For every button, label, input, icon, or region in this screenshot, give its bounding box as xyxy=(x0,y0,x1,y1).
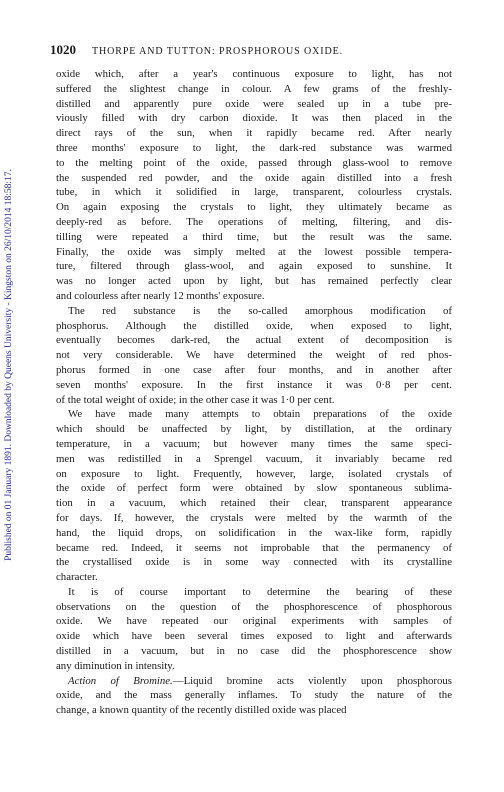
text-line: On again exposing the crystals to light, they ultimately became as xyxy=(56,201,452,214)
text-line: was no longer acted upon by light, but has remained perfectly clear xyxy=(56,275,452,288)
bromine-first-line xyxy=(56,674,452,689)
text-line: distilled and apparently pure oxide were sealed up in a tube pre- xyxy=(56,97,452,110)
text-line: direct rays of the sun, when it rapidly became red. After nearly xyxy=(56,127,452,140)
text-line: any diminution in intensity. xyxy=(56,659,175,672)
download-watermark xyxy=(2,60,16,670)
page-number: 1020 xyxy=(50,42,76,57)
text-line: deeply-red as before. The operations of melting, filtering, and dis- xyxy=(56,215,452,228)
text-line: The red substance is the so-called amorphous modification of xyxy=(68,304,452,317)
text-line: ture, filtered through glass-wool, and again exposed to sunshine. It xyxy=(56,260,452,273)
text-line: Finally, the oxide was simply melted at the lowest possible tempera- xyxy=(56,245,452,258)
text-line: oxide. We have repeated our original experiments with samples of xyxy=(56,615,452,628)
text-line: viously filled with dry carbon dioxide. It was then placed in the xyxy=(56,112,452,125)
paragraph xyxy=(56,407,452,585)
page-header xyxy=(50,42,450,58)
text-line: It is of course important to determine the bearing of these xyxy=(68,585,452,598)
paragraph xyxy=(56,585,452,674)
paragraph-action-of-bromine xyxy=(56,674,452,718)
text-line: which should be unaffected by light, by distillation, at the ordinary xyxy=(56,423,452,436)
text-line: distilled in a vacuum, but in no case did the phosphorescence show xyxy=(56,645,452,658)
bromine-first-line-rest: —Liquid bromine acts violently upon phosphorous xyxy=(172,674,453,687)
text-line: seven months' exposure. In the first instance it was 0·8 per cent. xyxy=(56,378,452,391)
running-title: THORPE AND TUTTON: PROSPHOROUS OXIDE. xyxy=(92,46,344,57)
text-line: the suspended red powder, and the oxide again distilled into a fresh xyxy=(56,171,452,184)
text-line: three months' exposure to light, the dark-red substance was warmed xyxy=(56,141,452,154)
text-line: temperature, in a vacuum; but however many times the same speci- xyxy=(56,437,452,450)
text-line: suffered the slightest change in colour. A few grams of the freshly- xyxy=(56,82,452,95)
text-line: to the melting point of the oxide, passed through glass-wool to remove xyxy=(56,156,452,169)
text-line: on exposure to light. Frequently, however, large, isolated crystals of xyxy=(56,467,452,480)
paragraph xyxy=(56,67,452,304)
text-line: tion in a vacuum, which retained their clear, transparent appearance xyxy=(56,497,452,510)
text-line: not very considerable. We have determined the weight of red phos- xyxy=(56,349,452,362)
text-line: of the total weight of oxide; in the other case it was 1·0 per cent. xyxy=(56,393,335,406)
text-line: phorus formed in one case after four months, and in another after xyxy=(56,363,452,376)
text-line: hand, the liquid drops, on solidification in the wax-like form, rapidly xyxy=(56,526,452,539)
text-line: the oxide of perfect form were obtained by slow spontaneous sublima- xyxy=(56,482,452,495)
text-line: oxide which, after a year's continuous exposure to light, has not xyxy=(56,68,452,80)
text-line: the crystallised oxide is in some way connected with its crystalline xyxy=(56,556,452,569)
text-line: We have made many attempts to obtain preparations of the oxide xyxy=(68,408,452,421)
download-watermark-text: Published on 01 January 1891. Downloaded by Queens University - Kingston on 26/10/2014 18:58:17. xyxy=(4,169,14,561)
text-line: oxide which have been several times exposed to light and afterwards xyxy=(56,630,452,643)
text-line: change, a known quantity of the recently distilled oxide was placed xyxy=(56,704,347,717)
section-heading-bromine: Action of Bromine. xyxy=(68,674,173,687)
text-line: character. xyxy=(56,571,98,584)
text-line: oxide, and the mass generally inflames. To study the nature of the xyxy=(56,689,452,702)
text-line: for days. If, however, the crystals were melted by the warmth of the xyxy=(56,511,452,524)
text-line: men was redistilled in a Sprengel vacuum, it invariably became red xyxy=(56,452,452,465)
text-line: eventually becomes dark-red, the actual extent of decomposition is xyxy=(56,334,452,347)
text-line: phosphorus. Although the distilled oxide, when exposed to light, xyxy=(56,319,452,332)
text-line: and colourless after nearly 12 months' exposure. xyxy=(56,289,265,302)
text-line: tilling were repeated a third time, but the result was the same. xyxy=(56,230,452,243)
paragraphs-container xyxy=(56,67,452,674)
paragraph xyxy=(56,304,452,408)
article-body xyxy=(56,67,452,718)
text-line: observations on the question of the phosphorescence of phosphorous xyxy=(56,600,452,613)
text-line: became red. Indeed, it seems not improbable that the permanency of xyxy=(56,541,452,554)
text-line: tube, in which it solidified in large, transparent, colourless crystals. xyxy=(56,186,452,199)
